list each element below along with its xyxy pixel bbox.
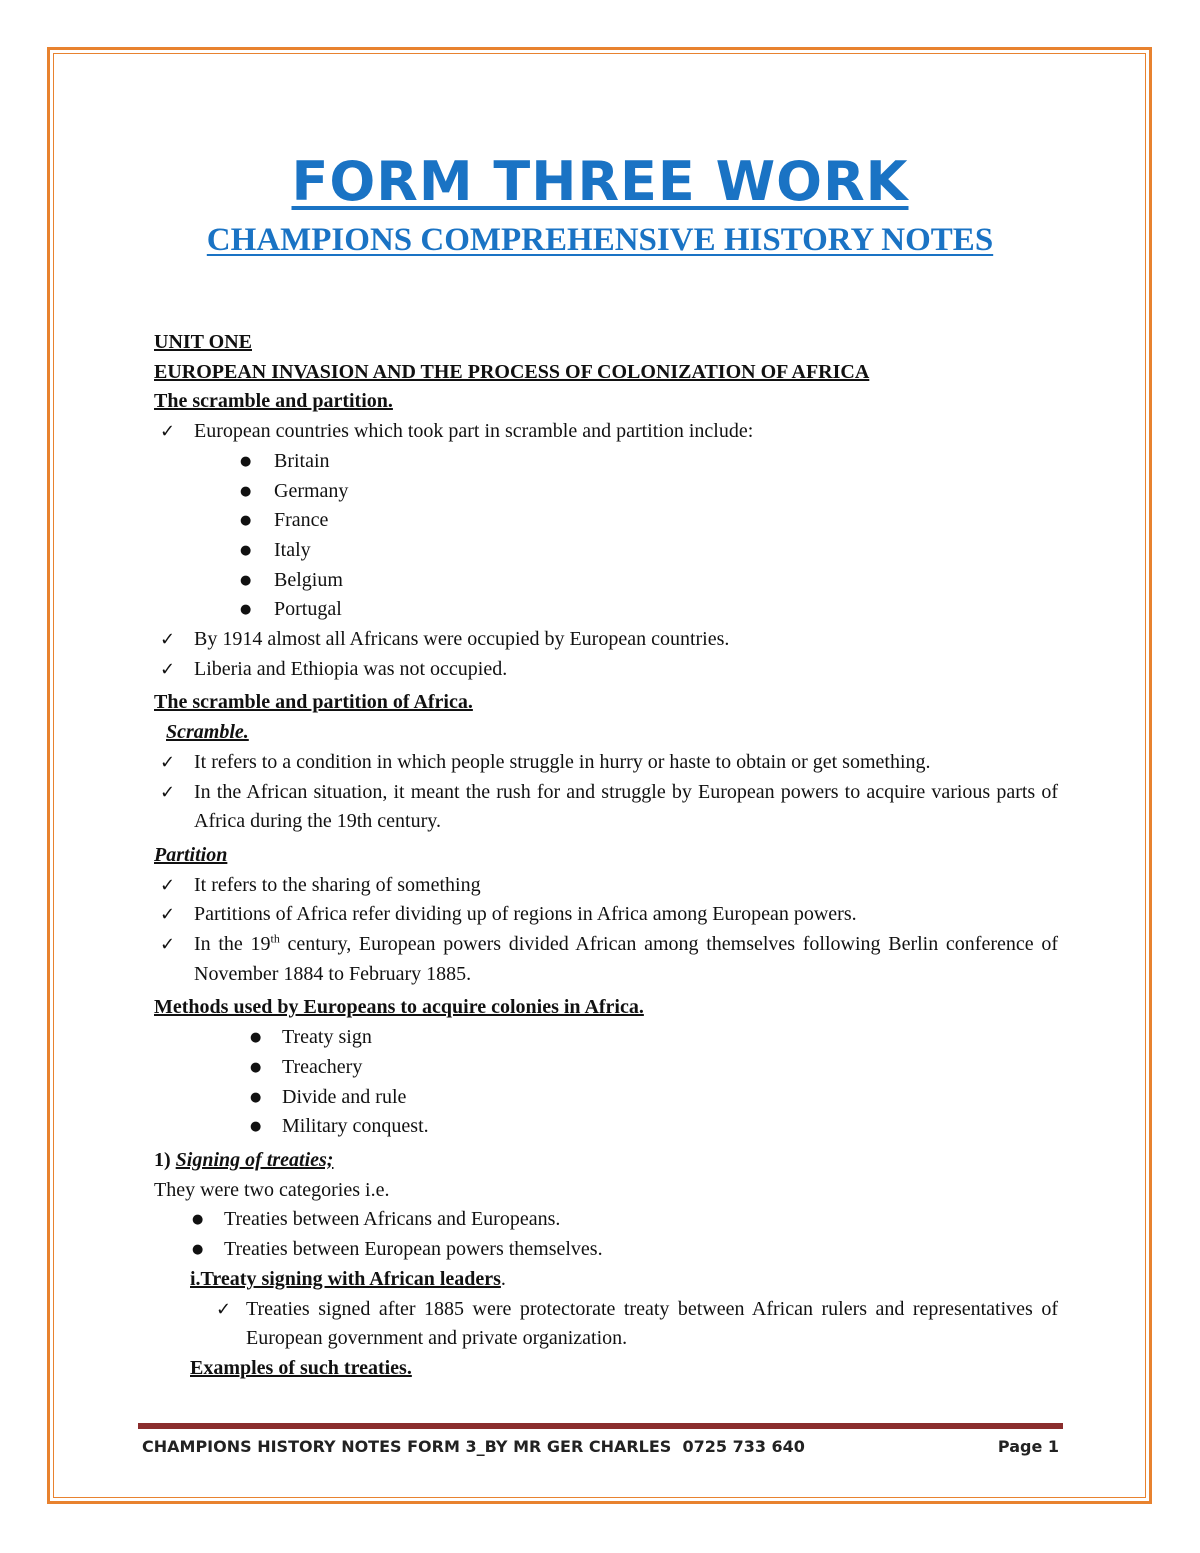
document-subtitle: CHAMPIONS COMPREHENSIVE HISTORY NOTES	[206, 222, 994, 258]
check-item: ✓ In the African situation, it meant the rush for and struggle by European powers to acquire various parts of Africa during the 19th century.	[154, 778, 1058, 837]
check-item: ✓ It refers to a condition in which people struggle in hurry or haste to obtain or get something.	[154, 748, 1058, 778]
method-item: ● Military conquest.	[154, 1112, 1058, 1142]
scramble-heading: Scramble.	[166, 721, 249, 744]
check-item: ✓ By 1914 almost all Africans were occupied by European countries.	[154, 625, 1058, 655]
section-heading-signing-treaties: 1) Signing of treaties;	[154, 1148, 334, 1171]
country-item: ● France	[154, 506, 1058, 536]
method-item: ● Treachery	[154, 1053, 1058, 1083]
country-item: ● Britain	[154, 447, 1058, 477]
section-heading-methods: Methods used by Europeans to acquire colonies in Africa.	[154, 996, 644, 1019]
check-item: ✓ In the 19th century, European powers divided African among themselves following Berlin conference of November 1884 to February 1885.	[154, 930, 1058, 989]
sub-heading-treaty-african-leaders: i.Treaty signing with African leaders.	[190, 1267, 506, 1290]
category-item: ● Treaties between Africans and Europeans.	[154, 1205, 1058, 1235]
footer-divider	[138, 1423, 1063, 1429]
country-item: ● Germany	[154, 477, 1058, 507]
section-heading-scramble-partition-africa: The scramble and partition of Africa.	[154, 691, 473, 714]
categories-intro: They were two categories i.e.	[154, 1178, 390, 1201]
country-item: ● Italy	[154, 536, 1058, 566]
method-item: ● Treaty sign	[154, 1023, 1058, 1053]
footer-text: CHAMPIONS HISTORY NOTES FORM 3_BY MR GER CHARLES 0725 733 640	[142, 1437, 805, 1456]
section-heading-scramble-partition: The scramble and partition.	[154, 390, 393, 413]
page-number: Page 1	[997, 1437, 1059, 1456]
document-title: FORM THREE WORK	[291, 150, 909, 213]
country-item: ● Portugal	[154, 595, 1058, 625]
country-item: ● Belgium	[154, 566, 1058, 596]
unit-label: UNIT ONE	[154, 331, 252, 353]
category-item: ● Treaties between European powers themselves.	[154, 1235, 1058, 1265]
check-item: ✓ It refers to the sharing of something	[154, 871, 1058, 901]
examples-heading: Examples of such treaties.	[190, 1356, 412, 1379]
check-item: ✓ Treaties signed after 1885 were protectorate treaty between African rulers and representatives of European government and private organization.	[154, 1295, 1058, 1354]
check-item: ✓ Partitions of Africa refer dividing up of regions in Africa among European powers.	[154, 900, 1058, 930]
method-item: ● Divide and rule	[154, 1083, 1058, 1113]
check-item: ✓ European countries which took part in scramble and partition include:	[154, 417, 1058, 447]
document-body	[154, 328, 1058, 1384]
partition-heading: Partition	[154, 843, 228, 866]
unit-topic: EUROPEAN INVASION AND THE PROCESS OF COLONIZATION OF AFRICA	[154, 360, 870, 383]
check-item: ✓ Liberia and Ethiopia was not occupied.	[154, 655, 1058, 685]
